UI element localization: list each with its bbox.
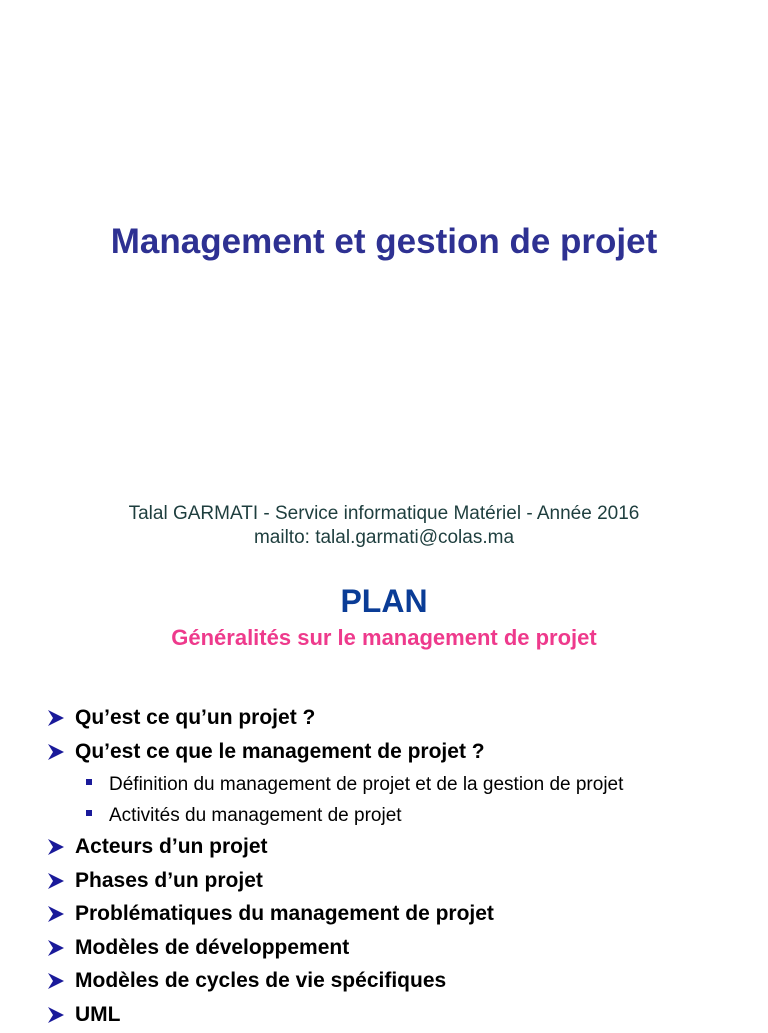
author-email[interactable]: mailto: talal.garmati@colas.ma bbox=[0, 526, 768, 550]
plan-subitem bbox=[0, 770, 768, 801]
plan-heading: PLAN bbox=[0, 581, 768, 621]
arrow-bullet-icon bbox=[47, 972, 65, 990]
plan-item bbox=[0, 737, 768, 771]
plan-list bbox=[0, 703, 768, 1033]
author-block bbox=[0, 502, 768, 550]
arrow-bullet-icon bbox=[47, 743, 65, 761]
arrow-bullet-icon bbox=[47, 872, 65, 890]
plan-item bbox=[0, 899, 768, 933]
slide-title: Management et gestion de projet bbox=[0, 220, 768, 264]
arrow-bullet-icon bbox=[47, 939, 65, 957]
plan-subitem bbox=[0, 801, 768, 832]
plan-item-label: Problématiques du management de projet bbox=[75, 902, 494, 925]
plan-item bbox=[0, 703, 768, 737]
plan-item-label: Qu’est ce qu’un projet ? bbox=[75, 706, 315, 729]
plan-item-label: Qu’est ce que le management de projet ? bbox=[75, 740, 485, 763]
arrow-bullet-icon bbox=[47, 838, 65, 856]
plan-item-label: UML bbox=[75, 1003, 121, 1026]
plan-item bbox=[0, 832, 768, 866]
arrow-bullet-icon bbox=[47, 905, 65, 923]
plan-subitem-label: Définition du management de projet et de la gestion de projet bbox=[109, 774, 623, 795]
square-bullet-icon bbox=[86, 810, 92, 816]
plan-item bbox=[0, 933, 768, 967]
author-line: Talal GARMATI - Service informatique Matériel - Année 2016 bbox=[0, 502, 768, 526]
arrow-bullet-icon bbox=[47, 709, 65, 727]
plan-item-label: Phases d’un projet bbox=[75, 869, 263, 892]
plan-item-label: Acteurs d’un projet bbox=[75, 835, 268, 858]
plan-item bbox=[0, 1000, 768, 1033]
plan-subtitle: Généralités sur le management de projet bbox=[0, 624, 768, 652]
square-bullet-icon bbox=[86, 779, 92, 785]
plan-item-label: Modèles de développement bbox=[75, 936, 349, 959]
plan-subitem-label: Activités du management de projet bbox=[109, 805, 402, 826]
plan-item bbox=[0, 966, 768, 1000]
plan-item bbox=[0, 866, 768, 900]
plan-item-label: Modèles de cycles de vie spécifiques bbox=[75, 969, 446, 992]
arrow-bullet-icon bbox=[47, 1006, 65, 1024]
